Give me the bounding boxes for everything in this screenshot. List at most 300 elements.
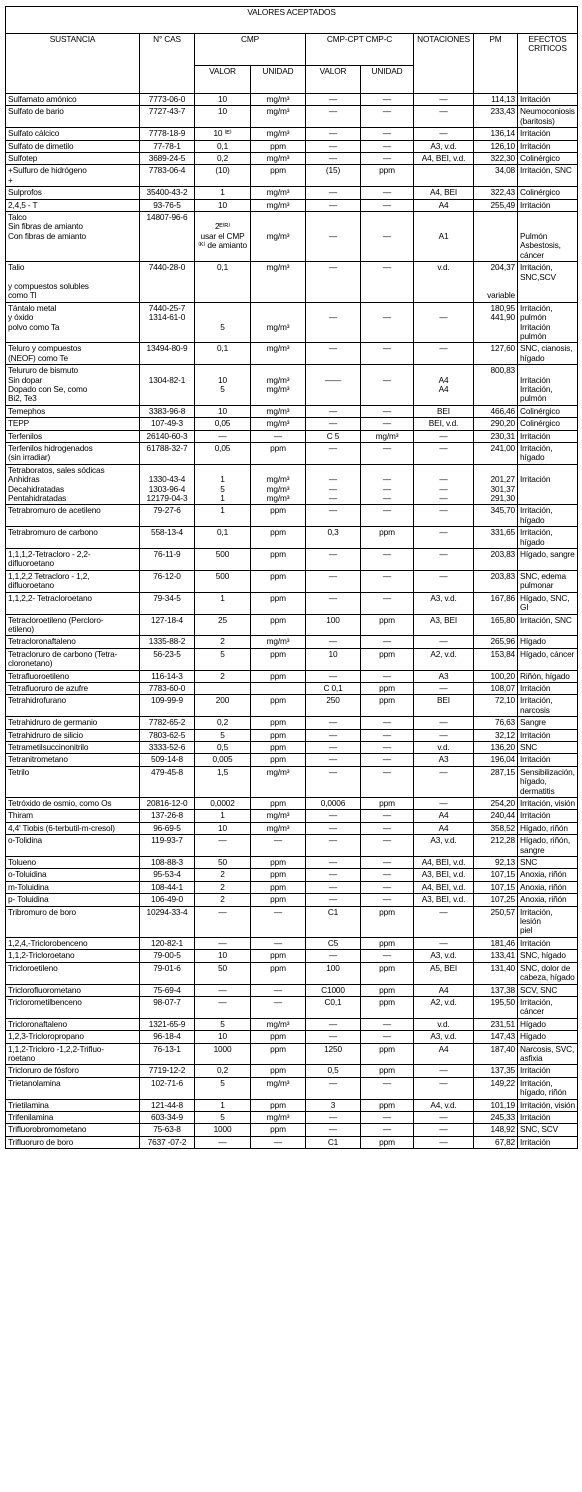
cpt-unidad-cell: ppm bbox=[361, 1099, 414, 1111]
cpt-valor-cell: — bbox=[306, 212, 361, 262]
table-row bbox=[6, 1077, 578, 1099]
table-row bbox=[6, 937, 578, 949]
cpt-valor-cell: — bbox=[306, 549, 361, 571]
cmp-valor-cell: 0,2 bbox=[195, 1065, 251, 1077]
notaciones-cell: A4 bbox=[414, 1043, 474, 1065]
table-row bbox=[6, 405, 578, 417]
cmp-unidad-cell: — bbox=[251, 1136, 306, 1148]
cmp-unidad-cell: mg/m³ bbox=[251, 636, 306, 648]
cas-cell: 26140-60-3 bbox=[140, 430, 195, 442]
table-row bbox=[6, 857, 578, 869]
cpt-unidad-cell: ppm bbox=[361, 937, 414, 949]
cpt-valor-cell: — bbox=[306, 592, 361, 614]
table-row bbox=[6, 729, 578, 741]
cpt-unidad-cell: ppm bbox=[361, 614, 414, 636]
pm-cell: 153,84 bbox=[474, 648, 518, 670]
cmp-unidad-cell: mg/m³ mg/m³ bbox=[251, 365, 306, 406]
efectos-cell: Irritación, SNC,SCV bbox=[518, 262, 578, 303]
cas-cell: 7719-12-2 bbox=[140, 1065, 195, 1077]
cmp-valor-cell: 5 bbox=[195, 1111, 251, 1123]
cpt-valor-cell: C 5 bbox=[306, 430, 361, 442]
cmp-valor-cell: — bbox=[195, 835, 251, 857]
notaciones-cell: A3, BEI bbox=[414, 614, 474, 636]
cas-cell: 7783-06-4 bbox=[140, 165, 195, 187]
sustancia-cell: Tetrahidruro de silicio bbox=[6, 729, 140, 741]
pm-cell: 201,27 301,37 291,30 bbox=[474, 464, 518, 505]
cas-cell: 102-71-6 bbox=[140, 1077, 195, 1099]
cas-cell: 3689-24-5 bbox=[140, 153, 195, 165]
cmp-valor-cell: 0,05 bbox=[195, 418, 251, 430]
sustancia-cell: Tetrafluoruro de azufre bbox=[6, 682, 140, 694]
cmp-unidad-cell: — bbox=[251, 835, 306, 857]
header-cmp: CMP bbox=[195, 34, 306, 66]
cas-cell: 93-76-5 bbox=[140, 199, 195, 211]
sustancia-cell: 1,2,4,-Triclorobenceno bbox=[6, 937, 140, 949]
cpt-unidad-cell: — bbox=[361, 199, 414, 211]
notaciones-cell: — bbox=[414, 430, 474, 442]
cas-cell: 7783-60-0 bbox=[140, 682, 195, 694]
cas-cell: 96-69-5 bbox=[140, 822, 195, 834]
cas-cell: 79-27-6 bbox=[140, 505, 195, 527]
notaciones-cell: A4, BEI, v.d. bbox=[414, 857, 474, 869]
sustancia-cell: m-Toluidina bbox=[6, 881, 140, 893]
cas-cell: 14807-96-6 bbox=[140, 212, 195, 262]
header-cmp-cpt: CMP-CPT CMP-C bbox=[306, 34, 414, 66]
cpt-unidad-cell: — bbox=[361, 869, 414, 881]
pm-cell: 287,15 bbox=[474, 766, 518, 797]
cpt-unidad-cell: — bbox=[361, 741, 414, 753]
table-row bbox=[6, 810, 578, 822]
cpt-valor-cell: — bbox=[306, 857, 361, 869]
cmp-valor-cell: 2ᴱ⁽ᴿ⁾ usar el CMP ⁽ᴷ⁾ de amianto bbox=[195, 212, 251, 262]
pm-cell: 265,96 bbox=[474, 636, 518, 648]
notaciones-cell: A4 bbox=[414, 822, 474, 834]
efectos-cell: Sensibilización, hígado, dermatitis bbox=[518, 766, 578, 797]
cas-cell: 7637 -07-2 bbox=[140, 1136, 195, 1148]
pm-cell: 204,37 variable bbox=[474, 262, 518, 303]
cmp-unidad-cell: ppm bbox=[251, 549, 306, 571]
cpt-valor-cell: 100 bbox=[306, 614, 361, 636]
cmp-unidad-cell: mg/m³ bbox=[251, 405, 306, 417]
pm-cell: 147,43 bbox=[474, 1031, 518, 1043]
cmp-valor-cell: 0,1 bbox=[195, 262, 251, 303]
notaciones-cell: A4 bbox=[414, 984, 474, 996]
cpt-unidad-cell: — bbox=[361, 94, 414, 106]
pm-cell: 137,38 bbox=[474, 984, 518, 996]
cmp-unidad-cell: ppm bbox=[251, 950, 306, 962]
pm-cell: 137,35 bbox=[474, 1065, 518, 1077]
table-row bbox=[6, 614, 578, 636]
sustancia-cell: Tricloruro de fósforo bbox=[6, 1065, 140, 1077]
sustancia-cell: Sulfato de dimetilo bbox=[6, 140, 140, 152]
sustancia-cell: Tetrabromuro de carbono bbox=[6, 527, 140, 549]
table-row bbox=[6, 741, 578, 753]
cmp-valor-cell: 1,5 bbox=[195, 766, 251, 797]
efectos-cell: Colinérgico bbox=[518, 153, 578, 165]
cmp-unidad-cell: mg/m³ bbox=[251, 810, 306, 822]
cpt-unidad-cell: — bbox=[361, 505, 414, 527]
efectos-cell: Irritación, visión bbox=[518, 798, 578, 810]
notaciones-cell: — bbox=[414, 343, 474, 365]
notaciones-cell: A5, BEI bbox=[414, 962, 474, 984]
sustancia-cell: Sulfato de bario bbox=[6, 106, 140, 128]
cmp-unidad-cell: ppm bbox=[251, 648, 306, 670]
cmp-unidad-cell: mg/m³ bbox=[251, 418, 306, 430]
cpt-valor-cell: — bbox=[306, 418, 361, 430]
cpt-valor-cell: — bbox=[306, 869, 361, 881]
cpt-valor-cell: — bbox=[306, 741, 361, 753]
cpt-valor-cell: 250 bbox=[306, 695, 361, 717]
notaciones-cell: A3, v.d. bbox=[414, 835, 474, 857]
pm-cell: 32,12 bbox=[474, 729, 518, 741]
notaciones-cell: — bbox=[414, 527, 474, 549]
cmp-unidad-cell: mg/m³ bbox=[251, 302, 306, 343]
table-row bbox=[6, 636, 578, 648]
pm-cell: 245,33 bbox=[474, 1111, 518, 1123]
cpt-unidad-cell: — bbox=[361, 212, 414, 262]
cpt-valor-cell: — bbox=[306, 128, 361, 140]
cpt-valor-cell: — bbox=[306, 570, 361, 592]
cmp-unidad-cell: ppm bbox=[251, 1124, 306, 1136]
cpt-valor-cell: — bbox=[306, 505, 361, 527]
notaciones-cell: A3, BEI, v.d. bbox=[414, 869, 474, 881]
notaciones-cell: — bbox=[414, 798, 474, 810]
table-row bbox=[6, 822, 578, 834]
table-row bbox=[6, 1111, 578, 1123]
notaciones-cell: v.d. bbox=[414, 741, 474, 753]
table-row bbox=[6, 950, 578, 962]
sustancia-cell: 1,1,2,2- Tetracloroetano bbox=[6, 592, 140, 614]
cmp-unidad-cell: mg/m³ bbox=[251, 262, 306, 303]
cpt-unidad-cell: ppm bbox=[361, 682, 414, 694]
cpt-unidad-cell: — bbox=[361, 405, 414, 417]
efectos-cell: SNC, hígado bbox=[518, 950, 578, 962]
pm-cell: 231,51 bbox=[474, 1018, 518, 1030]
efectos-cell: SNC bbox=[518, 857, 578, 869]
notaciones-cell: — bbox=[414, 937, 474, 949]
cpt-unidad-cell: — bbox=[361, 636, 414, 648]
cmp-unidad-cell: ppm bbox=[251, 695, 306, 717]
notaciones-cell: — bbox=[414, 1124, 474, 1136]
sustancia-cell: Trietanolamina bbox=[6, 1077, 140, 1099]
cas-cell: 7440-28-0 bbox=[140, 262, 195, 303]
cmp-valor-cell: 1000 bbox=[195, 1043, 251, 1065]
cmp-unidad-cell: mg/m³ bbox=[251, 128, 306, 140]
efectos-cell: SNC, cianosis, hígado bbox=[518, 343, 578, 365]
notaciones-cell: — bbox=[414, 1077, 474, 1099]
cmp-valor-cell: 0,1 bbox=[195, 140, 251, 152]
table-row bbox=[6, 464, 578, 505]
table-row bbox=[6, 1018, 578, 1030]
table-row bbox=[6, 894, 578, 906]
cas-cell: 107-49-3 bbox=[140, 418, 195, 430]
cpt-unidad-cell: — bbox=[361, 443, 414, 465]
pm-cell: 181,46 bbox=[474, 937, 518, 949]
efectos-cell: Irritación bbox=[518, 682, 578, 694]
cmp-unidad-cell: ppm bbox=[251, 592, 306, 614]
efectos-cell: SNC bbox=[518, 741, 578, 753]
efectos-cell: Irritación bbox=[518, 1111, 578, 1123]
cmp-valor-cell: 1 5 1 bbox=[195, 464, 251, 505]
pm-cell: 466,46 bbox=[474, 405, 518, 417]
cmp-valor-cell: — bbox=[195, 937, 251, 949]
cpt-unidad-cell: — bbox=[361, 365, 414, 406]
cas-cell: 1335-88-2 bbox=[140, 636, 195, 648]
cmp-unidad-cell: mg/m³ bbox=[251, 187, 306, 199]
cpt-unidad-cell: — bbox=[361, 1018, 414, 1030]
cmp-valor-cell: 5 bbox=[195, 1077, 251, 1099]
table-row bbox=[6, 670, 578, 682]
cmp-unidad-cell: mg/m³ bbox=[251, 1018, 306, 1030]
cpt-valor-cell: — bbox=[306, 822, 361, 834]
notaciones-cell: A4, v.d. bbox=[414, 1099, 474, 1111]
cpt-valor-cell: — bbox=[306, 140, 361, 152]
sustancia-cell: Sulfato cálcico bbox=[6, 128, 140, 140]
cpt-unidad-cell: — bbox=[361, 810, 414, 822]
cpt-unidad-cell: ppm bbox=[361, 648, 414, 670]
pm-cell: 331,65 bbox=[474, 527, 518, 549]
efectos-cell: Irritación bbox=[518, 199, 578, 211]
cpt-unidad-cell: ppm bbox=[361, 798, 414, 810]
notaciones-cell: A3 bbox=[414, 754, 474, 766]
cas-cell: 119-93-7 bbox=[140, 835, 195, 857]
sustancia-cell: Talio y compuestos solubles como Tl bbox=[6, 262, 140, 303]
notaciones-cell: A4 A4 bbox=[414, 365, 474, 406]
efectos-cell: Hígado bbox=[518, 1031, 578, 1043]
table-row bbox=[6, 984, 578, 996]
cpt-valor-cell: — bbox=[306, 1124, 361, 1136]
cas-cell: 116-14-3 bbox=[140, 670, 195, 682]
cpt-unidad-cell: — bbox=[361, 128, 414, 140]
table-row bbox=[6, 212, 578, 262]
cpt-valor-cell: — bbox=[306, 262, 361, 303]
notaciones-cell: — bbox=[414, 570, 474, 592]
valores-aceptados-table bbox=[5, 6, 578, 1149]
table-row bbox=[6, 1043, 578, 1065]
pm-cell: 254,20 bbox=[474, 798, 518, 810]
cmp-unidad-cell: ppm bbox=[251, 670, 306, 682]
sustancia-cell: Trifluoruro de boro bbox=[6, 1136, 140, 1148]
cpt-unidad-cell: ppm bbox=[361, 1065, 414, 1077]
cas-cell: 7440-25-7 1314-61-0 bbox=[140, 302, 195, 343]
pm-cell: 149,22 bbox=[474, 1077, 518, 1099]
cpt-unidad-cell: — bbox=[361, 153, 414, 165]
table-row bbox=[6, 549, 578, 571]
cmp-unidad-cell: mg/m³ bbox=[251, 343, 306, 365]
table-row bbox=[6, 187, 578, 199]
cpt-unidad-cell: ppm bbox=[361, 1136, 414, 1148]
sustancia-cell: TEPP bbox=[6, 418, 140, 430]
notaciones-cell: BEI bbox=[414, 405, 474, 417]
sustancia-cell: Teluro y compuestos (NEOF) como Te bbox=[6, 343, 140, 365]
cpt-valor-cell: — bbox=[306, 1077, 361, 1099]
cmp-unidad-cell bbox=[251, 682, 306, 694]
sustancia-cell: 1,1,2-Tricloro -1,2,2-Trifluo- roetano bbox=[6, 1043, 140, 1065]
cas-cell: 7727-43-7 bbox=[140, 106, 195, 128]
cpt-valor-cell: 10 bbox=[306, 648, 361, 670]
cas-cell: 3333-52-6 bbox=[140, 741, 195, 753]
cmp-unidad-cell: ppm bbox=[251, 570, 306, 592]
cas-cell: 109-99-9 bbox=[140, 695, 195, 717]
table-row bbox=[6, 962, 578, 984]
notaciones-cell: A4, BEI bbox=[414, 187, 474, 199]
cas-cell: 35400-43-2 bbox=[140, 187, 195, 199]
pm-cell: 34,08 bbox=[474, 165, 518, 187]
cpt-valor-cell: — bbox=[306, 729, 361, 741]
cpt-valor-cell: 0,5 bbox=[306, 1065, 361, 1077]
cmp-valor-cell: 10 bbox=[195, 1031, 251, 1043]
table-row bbox=[6, 128, 578, 140]
cmp-valor-cell: 200 bbox=[195, 695, 251, 717]
cmp-unidad-cell: mg/m³ bbox=[251, 94, 306, 106]
sustancia-cell: +Sulfuro de hidrógeno + bbox=[6, 165, 140, 187]
cmp-valor-cell: 2 bbox=[195, 894, 251, 906]
cmp-valor-cell: 500 bbox=[195, 549, 251, 571]
cmp-valor-cell: 2 bbox=[195, 881, 251, 893]
cmp-unidad-cell: ppm bbox=[251, 1043, 306, 1065]
notaciones-cell: A3 bbox=[414, 670, 474, 682]
sustancia-cell: p- Toluidina bbox=[6, 894, 140, 906]
notaciones-cell: A1 bbox=[414, 212, 474, 262]
cpt-valor-cell: — bbox=[306, 835, 361, 857]
notaciones-cell: v.d. bbox=[414, 262, 474, 303]
efectos-cell: Sangre bbox=[518, 717, 578, 729]
cmp-valor-cell: 500 bbox=[195, 570, 251, 592]
cpt-unidad-cell: — bbox=[361, 549, 414, 571]
table-row bbox=[6, 1099, 578, 1111]
pm-cell: 107,25 bbox=[474, 894, 518, 906]
cpt-unidad-cell: — bbox=[361, 187, 414, 199]
table-row bbox=[6, 527, 578, 549]
pm-cell: 255,49 bbox=[474, 199, 518, 211]
sustancia-cell: Tetranitrometano bbox=[6, 754, 140, 766]
cpt-unidad-cell: — bbox=[361, 592, 414, 614]
table-row bbox=[6, 302, 578, 343]
efectos-cell: Riñón, hígado bbox=[518, 670, 578, 682]
pm-cell: 250,57 bbox=[474, 906, 518, 937]
sustancia-cell: Tricloroetileno bbox=[6, 962, 140, 984]
cpt-unidad-cell: ppm bbox=[361, 984, 414, 996]
sustancia-cell: Tetracloroetileno (Percloro- etileno) bbox=[6, 614, 140, 636]
cmp-unidad-cell: mg/m³ bbox=[251, 822, 306, 834]
cmp-unidad-cell: — bbox=[251, 937, 306, 949]
pm-cell: 114,13 bbox=[474, 94, 518, 106]
cmp-valor-cell: — bbox=[195, 984, 251, 996]
cpt-unidad-cell: ppm bbox=[361, 906, 414, 937]
notaciones-cell: — bbox=[414, 729, 474, 741]
cas-cell: 75-63-8 bbox=[140, 1124, 195, 1136]
cpt-valor-cell: C5 bbox=[306, 937, 361, 949]
cmp-valor-cell: 2 bbox=[195, 670, 251, 682]
cmp-valor-cell: 10 bbox=[195, 94, 251, 106]
cmp-unidad-cell: ppm bbox=[251, 1099, 306, 1111]
notaciones-cell: A3, v.d. bbox=[414, 950, 474, 962]
cas-cell: 61788-32-7 bbox=[140, 443, 195, 465]
cmp-unidad-cell: ppm bbox=[251, 754, 306, 766]
cmp-unidad-cell: ppm bbox=[251, 857, 306, 869]
table-row bbox=[6, 592, 578, 614]
table-row bbox=[6, 505, 578, 527]
table-row bbox=[6, 869, 578, 881]
cpt-valor-cell: — bbox=[306, 894, 361, 906]
cpt-valor-cell: — bbox=[306, 950, 361, 962]
sustancia-cell: Tetrafluoroetileno bbox=[6, 670, 140, 682]
cpt-valor-cell: 0,0006 bbox=[306, 798, 361, 810]
cpt-valor-cell: — bbox=[306, 443, 361, 465]
table-row bbox=[6, 996, 578, 1018]
efectos-cell: Irritación bbox=[518, 464, 578, 505]
cpt-valor-cell: — — — bbox=[306, 464, 361, 505]
header-valor-cpt: VALOR bbox=[306, 66, 361, 94]
notaciones-cell: — bbox=[414, 549, 474, 571]
cpt-valor-cell: C1000 bbox=[306, 984, 361, 996]
table-row bbox=[6, 1065, 578, 1077]
cmp-unidad-cell: ppm bbox=[251, 881, 306, 893]
efectos-cell: Irritación bbox=[518, 810, 578, 822]
cpt-valor-cell: — bbox=[306, 881, 361, 893]
cmp-valor-cell: 0,2 bbox=[195, 153, 251, 165]
cpt-unidad-cell: — bbox=[361, 835, 414, 857]
table-row bbox=[6, 365, 578, 406]
cmp-unidad-cell: mg/m³ bbox=[251, 199, 306, 211]
cas-cell: 77-78-1 bbox=[140, 140, 195, 152]
cmp-unidad-cell: — bbox=[251, 984, 306, 996]
notaciones-cell bbox=[414, 165, 474, 187]
cpt-unidad-cell: — bbox=[361, 881, 414, 893]
cpt-unidad-cell: — bbox=[361, 1124, 414, 1136]
cpt-valor-cell: — bbox=[306, 766, 361, 797]
cmp-valor-cell: 1 bbox=[195, 187, 251, 199]
sustancia-cell: Tetraboratos, sales sódicas Anhidras Decahidratadas Pentahidratadas bbox=[6, 464, 140, 505]
cpt-valor-cell: — bbox=[306, 670, 361, 682]
sustancia-cell: Trifluorobromometano bbox=[6, 1124, 140, 1136]
cas-cell: 96-18-4 bbox=[140, 1031, 195, 1043]
efectos-cell: Irritación, hígado bbox=[518, 527, 578, 549]
cpt-valor-cell: — bbox=[306, 1031, 361, 1043]
efectos-cell: Irritación, pulmón Irritación pulmón bbox=[518, 302, 578, 343]
sustancia-cell: 1,1,1,2-Tetracloro - 2,2- difluoroetano bbox=[6, 549, 140, 571]
cmp-valor-cell: 1000 bbox=[195, 1124, 251, 1136]
table-row bbox=[6, 443, 578, 465]
cpt-valor-cell: — bbox=[306, 1018, 361, 1030]
cas-cell: 10294-33-4 bbox=[140, 906, 195, 937]
efectos-cell: Colinérgico bbox=[518, 187, 578, 199]
cmp-unidad-cell: ppm bbox=[251, 614, 306, 636]
cpt-valor-cell: C 0,1 bbox=[306, 682, 361, 694]
cas-cell: 479-45-8 bbox=[140, 766, 195, 797]
header-pm: PM bbox=[474, 34, 518, 94]
efectos-cell: Irritación bbox=[518, 1065, 578, 1077]
efectos-cell: Hígado, riñón bbox=[518, 822, 578, 834]
cas-cell: 76-11-9 bbox=[140, 549, 195, 571]
notaciones-cell: — bbox=[414, 505, 474, 527]
table-row bbox=[6, 430, 578, 442]
table-row bbox=[6, 766, 578, 797]
cmp-valor-cell: 0,2 bbox=[195, 717, 251, 729]
sustancia-cell: Sulprofos bbox=[6, 187, 140, 199]
cmp-valor-cell: 10 5 bbox=[195, 365, 251, 406]
cmp-valor-cell: 2 bbox=[195, 636, 251, 648]
table-row bbox=[6, 906, 578, 937]
cmp-valor-cell: 25 bbox=[195, 614, 251, 636]
cas-cell: 127-18-4 bbox=[140, 614, 195, 636]
table-row bbox=[6, 881, 578, 893]
sustancia-cell: 4,4' Tiobis (6-terbutil-m-cresol) bbox=[6, 822, 140, 834]
efectos-cell: Hígado bbox=[518, 1018, 578, 1030]
cmp-unidad-cell: ppm bbox=[251, 1031, 306, 1043]
pm-cell: 131,40 bbox=[474, 962, 518, 984]
cas-cell: 3383-96-8 bbox=[140, 405, 195, 417]
